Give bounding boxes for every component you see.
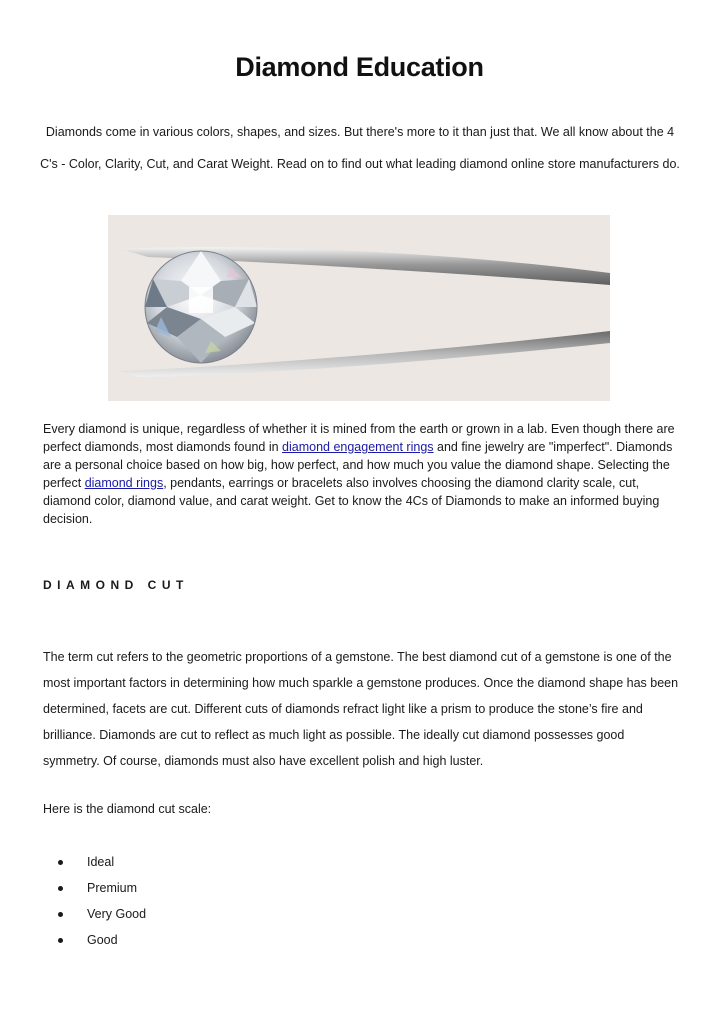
list-item-label: Good xyxy=(87,933,118,947)
bullet-icon xyxy=(58,860,63,865)
paragraph-text: Every diamond is unique, regardless of whether it is mined from the earth or grown in a lab. Even though there are perfect diamonds, most diamonds found in xyxy=(43,422,675,454)
diamond-illustration xyxy=(108,215,610,401)
diamond-engagement-rings-link[interactable]: diamond engagement rings xyxy=(282,440,434,454)
list-item-label: Premium xyxy=(87,881,138,895)
bullet-icon xyxy=(58,912,63,917)
cut-scale-intro: Here is the diamond cut scale: xyxy=(43,802,212,816)
intro-body-paragraph xyxy=(43,420,679,528)
diamond-rings-link[interactable]: diamond rings xyxy=(84,476,164,490)
list-item xyxy=(58,933,146,959)
paragraph-text: and fine jewelry are "imperfect". Diamonds are a personal choice based on how big, how perfect, and how much you value the diamond shape. Selecting the perfect xyxy=(43,440,673,490)
bullet-icon xyxy=(58,886,63,891)
list-item xyxy=(58,907,146,933)
page-title: Diamond Education xyxy=(235,52,484,82)
intro-paragraph: Diamonds come in various colors, shapes, and sizes. But there's more to it than just that. We all know about the 4 C's - Color, Clarity, Cut, and Carat Weight. Read on to find out what leading diamond online store manufacturers do. xyxy=(40,125,680,171)
list-item-label: Very Good xyxy=(87,907,147,921)
paragraph-text: , pendants, earrings or bracelets also involves choosing the diamond clarity scale, cut, diamond color, diamond value, and carat weight. Get to know the 4Cs of Diamonds to make an informed buying decision. xyxy=(43,476,660,526)
diamond-tweezers-image xyxy=(108,215,610,401)
list-item-label: Ideal xyxy=(87,855,115,869)
cut-description-paragraph: The term cut refers to the geometric proportions of a gemstone. The best diamond cut of a gemstone is one of the most important factors in determining how much sparkle a gemstone produces. Once the diamond shape has been determined, facets are cut. Different cuts of diamonds refract light like a prism to produce the stone’s fire and brilliance. Diamonds are cut to reflect as much light as possible. The ideally cut diamond possesses good symmetry. Of course, diamonds must also have excellent polish and high luster. xyxy=(43,650,679,768)
list-item xyxy=(58,881,146,907)
bullet-icon xyxy=(58,938,63,943)
cut-scale-list xyxy=(58,855,146,959)
section-heading-diamond-cut: DIAMOND CUT xyxy=(43,578,189,592)
list-item xyxy=(58,855,146,881)
